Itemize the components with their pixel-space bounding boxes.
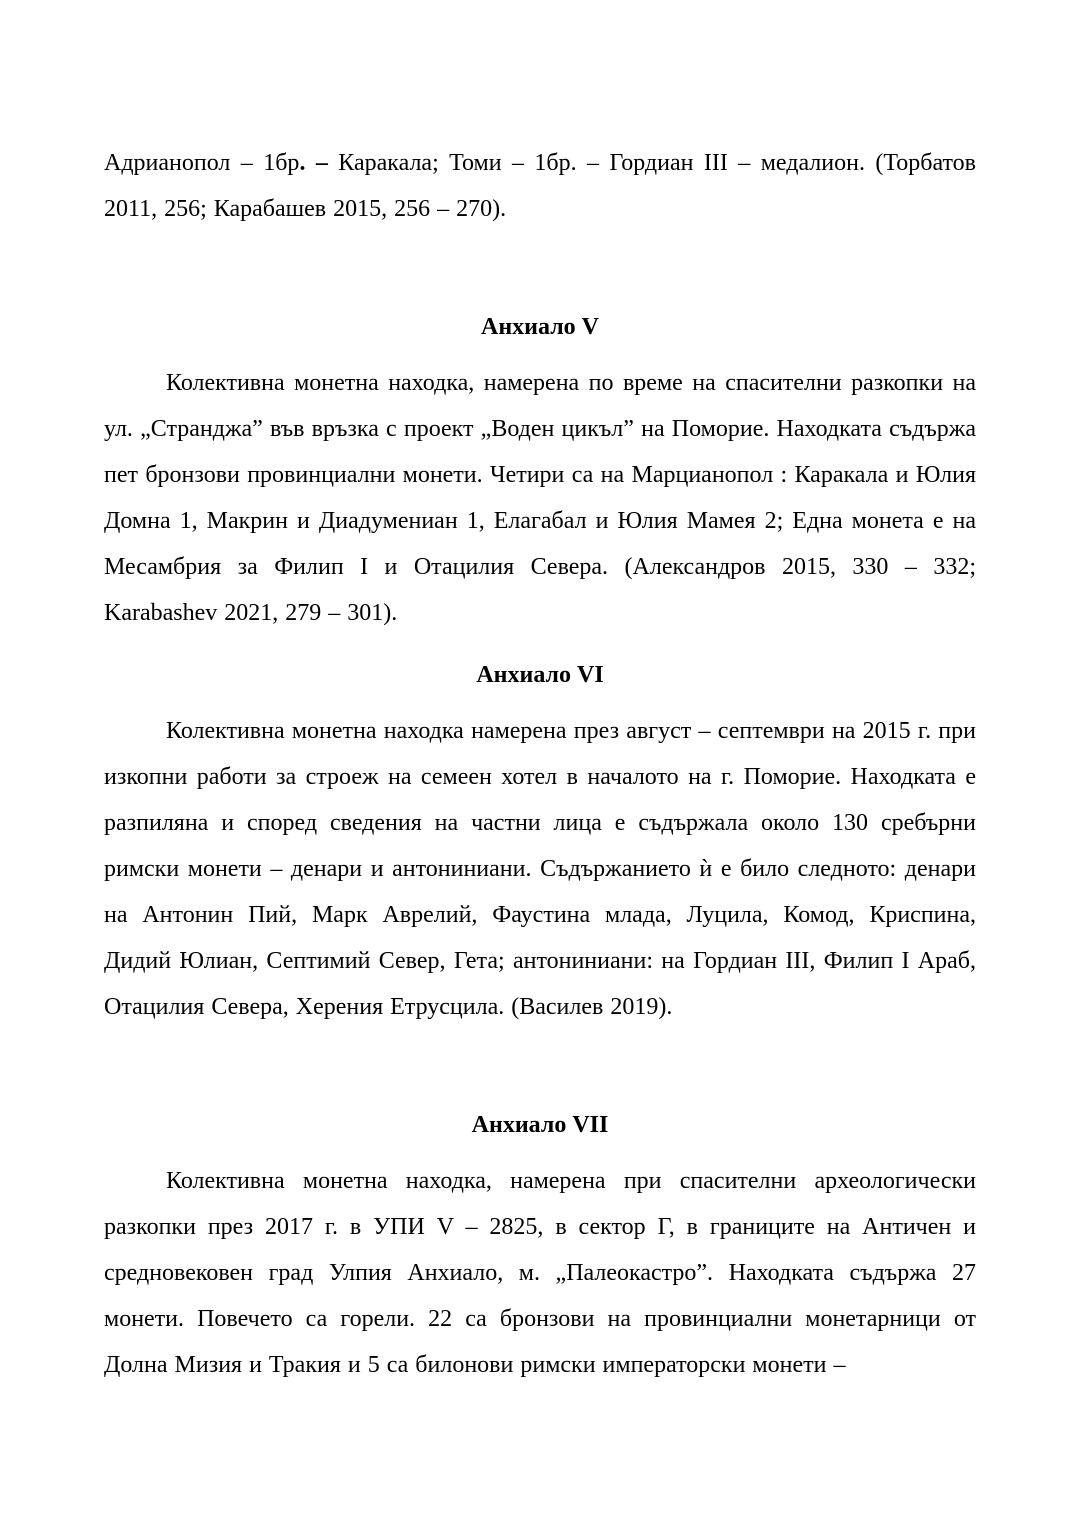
text-run: Адрианопол – 1бр (104, 150, 300, 176)
paragraph-continuation (104, 140, 976, 232)
text-run: Каракала; Томи – 1бр. – Гордиан III – медалион. (Торбатов 2011, 256; Карабашев 2015, 256 – 270). (104, 150, 976, 222)
section-body-anhialo-vii: Колективна монетна находка, намерена при спасителни археологически разкопки през 2017 г. в УПИ V – 2825, в сектор Г, в границите на Античен и средновековен град Улпия Анхиало, м. „Палеокастро”. Находката съдържа 27 монети. Повечето са горели. 22 са бронзови на провинциални монетарници от Долна Мизия и Тракия и 5 са билонови римски императорски монети – (104, 1168, 976, 1378)
text-run-bold: . – (299, 150, 339, 176)
section-heading-anhialo-v: Анхиало V (481, 314, 599, 340)
section-heading-anhialo-vi: Анхиало VI (476, 662, 604, 688)
section-body-anhialo-vi: Колективна монетна находка намерена през август – септември на 2015 г. при изкопни работи за строеж на семеен хотел в началото на г. Поморие. Находката е разпиляна и според сведения на частни лица е съдържала около 130 сребърни римски монети – денари и антониниани. Съдържанието ѝ е било следното: денари на Антонин Пий, Марк Аврелий, Фаустина млада, Луцила, Комод, Криспина, Дидий Юлиан, Септимий Север, Гета; антониниани: на Гордиан III, Филип I Араб, Отацилия Севера, Херения Етрусцила. (Василев 2019). (104, 718, 976, 1020)
section-heading-anhialo-vii: Анхиало VII (471, 1112, 609, 1138)
section-body-anhialo-v: Колективна монетна находка, намерена по време на спасителни разкопки на ул. „Странджа” във връзка с проект „Воден цикъл” на Поморие. Находката съдържа пет бронзови провинциални монети. Четири са на Марцианопол : Каракала и Юлия Домна 1, Макрин и Диадумениан 1, Елагабал и Юлия Мамея 2; Една монета е на Месамбрия за Филип I и Отацилия Севера. (Александров 2015, 330 – 332; Karabashev 2021, 279 – 301). (104, 370, 976, 626)
